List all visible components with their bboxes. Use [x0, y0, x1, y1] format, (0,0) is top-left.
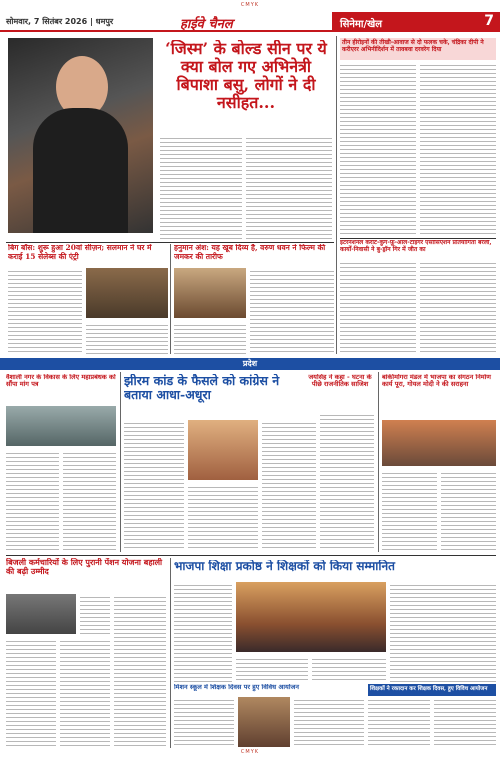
mid-center-side-headline: जयसिंह ने कहा - घटना के पीछे राजनीतिक साजिश: [308, 374, 372, 389]
bottom-left-col2: [60, 638, 110, 746]
bottom-sub1-col1: [174, 697, 234, 747]
story-left-body2: [86, 322, 168, 354]
sidebar-mid-headline: इंटरनेशनल कराटे-कुंग-फ़ू-ऑल-टाइगर एसोसिएशन प्रतियोगिता बरेली, कार्यों-निवासी ने बु-ड्रॉन गिर में जीत का: [340, 240, 492, 253]
portrait-dress: [33, 108, 128, 233]
lead-body-col2: [246, 135, 332, 240]
lead-body-col1: [160, 135, 242, 240]
bottom-left-col1: [6, 638, 56, 746]
mid-left-col1: [6, 450, 59, 550]
mid-left-col2: [63, 450, 116, 550]
mid-divider-2: [378, 372, 379, 552]
page-number: 7: [484, 13, 494, 29]
bottom-sub1-photo: [238, 697, 290, 747]
bottom-sub2-col1: [368, 697, 430, 747]
mid-center-col2: [188, 484, 258, 550]
registration-mark-bottom: CMYK: [240, 749, 260, 755]
mid-divider-1: [120, 372, 121, 552]
section-label: सिनेमा/खेल 7: [332, 12, 500, 32]
header-logo: हाईवे चैनल: [180, 17, 233, 32]
mid-right-headline: बांकीमोंगरा मंडल में भाजपा का संगठन निर्माण कार्य पूरा, गोयल मोदी ने की सराहना: [382, 374, 492, 389]
mid-right-col1: [382, 470, 437, 550]
mid-right-photo: [382, 420, 496, 466]
mid-center-col1: [124, 420, 184, 550]
bottom-main-col3: [312, 656, 386, 682]
sidebar-top-col1: [340, 62, 416, 234]
bottom-main-photo: [236, 582, 386, 652]
mid-left-headline: वैशाली नगर के विकास के लिए महाप्रबंधक को सौंपा मांग पत्र: [6, 374, 116, 389]
stories-top-rule: [6, 242, 334, 243]
sidebar-rule: [340, 238, 496, 239]
mid-center-col4: [320, 412, 374, 550]
lead-photo: [8, 38, 153, 233]
story-right-photo: [174, 268, 246, 318]
bottom-top-rule: [6, 555, 496, 556]
bottom-sub2-headline: शिक्षकों ने रक्तदान कर शिक्षक दिवस, हुए विविध आयोजन: [370, 686, 488, 692]
sidebar-top-headline: तीन हीरोइनों की तीखी-आवाज से दो फलक चके, चंद्रिका दीपी ने करीएरर अभिनीदिर्शन में तावबवा दरवरेग दिया: [342, 39, 484, 53]
stories-divider: [170, 244, 171, 354]
sidebar-divider: [336, 36, 337, 354]
bottom-main-headline: भाजपा शिक्षा प्रकोष्ठ ने शिक्षकों को किया सम्मानित: [174, 560, 395, 573]
sidebar-top-headline-box: [340, 38, 496, 60]
bottom-sub2-col2: [434, 697, 496, 747]
story-right-headline: हनुमान अंश: यह खूब दिव्य है, वरुण धवन ने फिल्म की जमकर की तारीफ: [174, 244, 326, 261]
mid-left-photo: [6, 406, 116, 446]
lead-headline: ‘जिस्म’ के बोल्ड सीन पर ये क्या बोल गए अभिनेत्री बिपाशा बसु, लोगों ने दी नसीहत...: [165, 40, 327, 112]
section-band: प्रदेश: [0, 358, 500, 370]
story-right-body2: [174, 322, 246, 354]
bottom-divider: [170, 558, 171, 748]
mid-center-headline: झीरम कांड के फैसले को कांग्रेस ने बताया आधा-अधूरा: [124, 374, 280, 402]
story-left-photo: [86, 268, 168, 318]
bottom-sub2-headline-box: [368, 684, 496, 696]
story-right-body: [250, 268, 334, 354]
mid-center-col3: [262, 420, 316, 550]
sidebar-mid-col2: [420, 260, 496, 354]
page-header: [0, 12, 500, 32]
sidebar-top-col2: [420, 62, 496, 234]
story-left-headline: बिग बॉस: शुरू हुआ 20वां सीज़न; सलमान ने घर में कराई 15 सेलेब्स की एंट्री: [8, 244, 152, 261]
bottom-left-headline: बिजली कर्मचारियों के लिए पुरानी पेंशन योजना बहाली की बढ़ी उम्मीद: [6, 558, 163, 577]
mid-right-col2: [441, 470, 496, 550]
bottom-main-col4: [390, 582, 496, 682]
bottom-main-col2: [236, 656, 308, 682]
mid-center-photo: [188, 420, 258, 480]
bottom-left-col0: [80, 594, 110, 634]
bottom-sub1-col2: [294, 697, 364, 747]
bottom-main-col1: [174, 582, 232, 682]
bottom-left-col3: [114, 594, 166, 746]
registration-mark-top: CMYK: [240, 2, 260, 8]
header-date: सोमवार, 7 सितंबर 2026 | धमपुर: [6, 17, 114, 26]
sidebar-mid-col1: [340, 260, 416, 354]
bottom-sub1-headline: मिशन स्कूल में शिक्षक दिवस पर हुए विविध आयोजन: [174, 684, 299, 691]
story-left-body: [8, 268, 82, 354]
bottom-left-photo: [6, 594, 76, 634]
